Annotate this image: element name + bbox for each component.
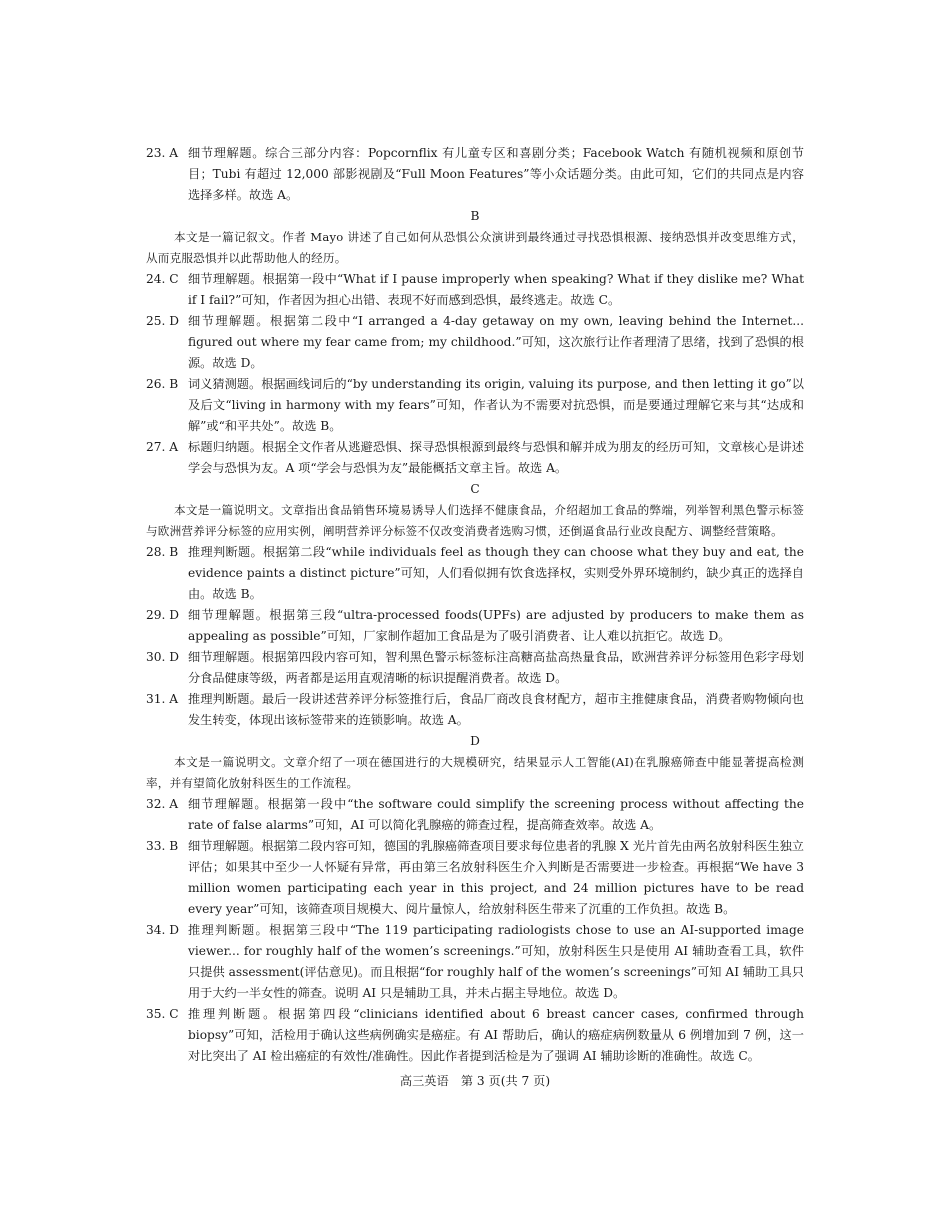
answer-item (146, 269, 804, 311)
answer-item (146, 794, 804, 836)
answer-item (146, 1004, 804, 1067)
answer-explanation: 推理判断题。根据第三段中“The 119 participating radiologists chose to use an AI-supported image viewer... for roughly half of the women’s screenings.”可知，放射科医生只是使用 AI 辅助查看工具，软件只提供 assessment(评估意见)。而且根据“for roughly half of the women’s screenings”可知 AI 辅助工具只用于大约一半女性的筛查。说明 AI 只是辅助工具，并未占据主导地位。故选 D。 (188, 923, 804, 1000)
passage-summary: 本文是一篇记叙文。作者 Mayo 讲述了自己如何从恐惧公众演讲到最终通过寻找恐惧根源、接纳恐惧并改变思维方式，从而克服恐惧并以此帮助他人的经历。 (146, 230, 804, 265)
answer-explanation: 推理判断题。根据第二段“while individuals feel as though they can choose what they buy and eat, the evidence paints a distinct picture”可知，人们看似拥有饮食选择权，实则受外界环境制约，缺少真正的选择自由。故选 B。 (188, 545, 804, 601)
section-heading: B (470, 209, 480, 223)
answer-item (146, 542, 804, 605)
answer-explanation: 推理判断题。根据第四段“clinicians identified about 6 breast cancer cases, confirmed through biopsy”可知，活检用于确认这些病例确实是癌症。有 AI 帮助后，确认的癌症病例数量从 6 例增加到 7 例，这一对比突出了 AI 检出癌症的有效性/准确性。因此作者提到活检是为了强调 AI 辅助诊断的准确性。故选 C。 (188, 1007, 804, 1063)
answer-explanation: 细节理解题。根据第二段内容可知，德国的乳腺癌筛查项目要求每位患者的乳腺 X 光片首先由两名放射科医生独立评估；如果其中至少一人怀疑有异常，再由第三名放射科医生介入判断是否需要进一步检查。再根据“We have 3 million women participating each year in this project, and 24 million pictures have to be read every year”可知，该筛查项目规模大、阅片量惊人，给放射科医生带来了沉重的工作负担。故选 B。 (188, 839, 804, 916)
answer-item (146, 689, 804, 731)
answer-item (146, 920, 804, 1004)
answer-label: 35. C (146, 1007, 179, 1021)
answer-item (146, 374, 804, 437)
passage-summary: 本文是一篇说明文。文章指出食品销售环境易诱导人们选择不健康食品，介绍超加工食品的弊端，列举智利黑色警示标签与欧洲营养评分标签的应用实例，阐明营养评分标签不仅改变消费者选购习惯，还倒逼食品行业改良配方、调整经营策略。 (146, 503, 804, 538)
answer-label: 27. A (146, 440, 179, 454)
passage-summary: 本文是一篇说明文。文章介绍了一项在德国进行的大规模研究，结果显示人工智能(AI)在乳腺癌筛查中能显著提高检测率，并有望简化放射科医生的工作流程。 (146, 755, 804, 790)
answer-explanation: 词义猜测题。根据画线词后的“by understanding its origin, valuing its purpose, and then letting it go”以及后文“living in harmony with my fears”可知，作者认为不需要对抗恐惧，而是要通过理解它来与其“达成和解”或“和平共处”。故选 B。 (188, 377, 804, 433)
answer-explanation: 细节理解题。根据第一段中“the software could simplify the screening process without affecting the rate of false alarms”可知，AI 可以简化乳腺癌的筛查过程，提高筛查效率。故选 A。 (188, 797, 804, 832)
answer-explanation: 细节理解题。根据第四段内容可知，智利黑色警示标签标注高糖高盐高热量食品，欧洲营养评分标签用色彩字母划分食品健康等级，两者都是运用直观清晰的标识提醒消费者。故选 D。 (188, 650, 804, 685)
answer-explanation: 细节理解题。根据第三段“ultra-processed foods(UPFs) are adjusted by producers to make them as appealing as possible”可知，厂家制作超加工食品是为了吸引消费者、让人难以抗拒它。故选 D。 (188, 608, 804, 643)
answer-item (146, 437, 804, 479)
answer-label: 26. B (146, 377, 179, 391)
answer-label: 29. D (146, 608, 180, 622)
answer-item (146, 143, 804, 206)
answer-label: 23. A (146, 146, 179, 160)
answer-explanation: 标题归纳题。根据全文作者从逃避恐惧、探寻恐惧根源到最终与恐惧和解并成为朋友的经历可知，文章核心是讲述学会与恐惧为友。A 项“学会与恐惧为友”最能概括文章主旨。故选 A。 (188, 440, 804, 475)
answer-label: 33. B (146, 839, 179, 853)
section-heading: D (470, 734, 480, 748)
page-footer: 高三英语 第 3 页(共 7 页) (399, 1074, 551, 1088)
answer-label: 25. D (146, 314, 180, 328)
answer-label: 34. D (146, 923, 180, 937)
answer-item (146, 605, 804, 647)
answer-label: 30. D (146, 650, 180, 664)
answer-label: 28. B (146, 545, 179, 559)
answer-explanation: 细节理解题。根据第一段中“What if I pause improperly when speaking? What if they dislike me? What if I fail?”可知，作者因为担心出错、表现不好而感到恐惧，最终逃走。故选 C。 (188, 272, 804, 307)
answer-label: 32. A (146, 797, 179, 811)
answer-explanation: 细节理解题。综合三部分内容：Popcornflix 有儿童专区和喜剧分类；Facebook Watch 有随机视频和原创节目；Tubi 有超过 12,000 部影视剧及“Full Moon Features”等小众话题分类。由此可知，它们的共同点是内容选择多样。故选 A。 (188, 146, 804, 202)
section-heading: C (470, 482, 480, 496)
answer-explanation: 推理判断题。最后一段讲述营养评分标签推行后，食品厂商改良食材配方，超市主推健康食品，消费者购物倾向也发生转变，体现出该标签带来的连锁影响。故选 A。 (188, 692, 804, 727)
answer-item (146, 836, 804, 920)
answer-key-page (146, 143, 804, 1067)
answer-label: 31. A (146, 692, 179, 706)
answer-label: 24. C (146, 272, 179, 286)
answer-item (146, 647, 804, 689)
answer-explanation: 细节理解题。根据第二段中“I arranged a 4-day getaway on my own, leaving behind the Internet... figured out where my fear came from; my childhood.”可知，这次旅行让作者理清了思绪，找到了恐惧的根源。故选 D。 (188, 314, 804, 370)
answer-item (146, 311, 804, 374)
